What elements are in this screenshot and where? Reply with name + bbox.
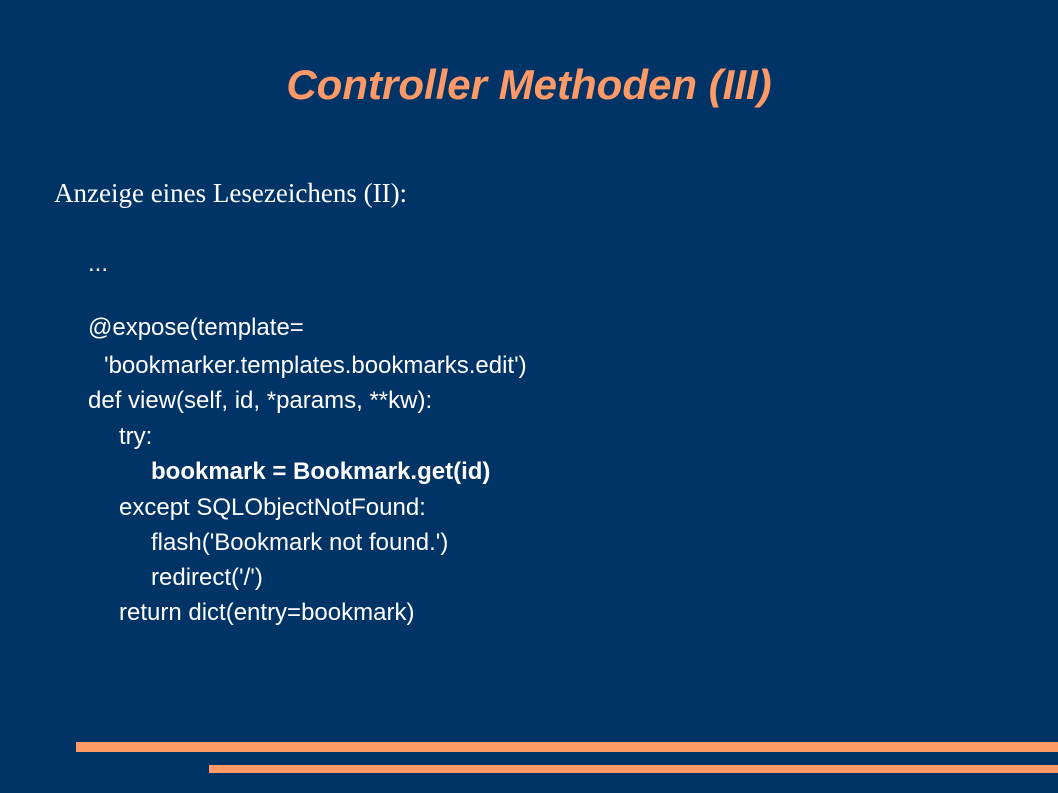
accent-bar-top xyxy=(76,742,1058,752)
code-line-def: def view(self, id, *params, **kw): xyxy=(88,387,433,414)
accent-bar-bottom xyxy=(209,765,1058,773)
code-line-try: try: xyxy=(119,423,153,450)
code-line-except: except SQLObjectNotFound: xyxy=(119,494,426,521)
code-line-bookmark-get: bookmark = Bookmark.get(id) xyxy=(151,458,491,485)
slide-subtitle: Anzeige eines Lesezeichens (II): xyxy=(54,178,408,208)
code-line-return: return dict(entry=bookmark) xyxy=(119,599,415,626)
slide-title: Controller Methoden (III) xyxy=(286,61,772,108)
code-line-ellipsis: ... xyxy=(88,250,109,277)
code-line-redirect: redirect('/') xyxy=(151,564,263,591)
code-line-decorator: @expose(template= xyxy=(88,314,304,341)
code-line-flash: flash('Bookmark not found.') xyxy=(151,529,449,556)
code-line-template-path: 'bookmarker.templates.bookmarks.edit') xyxy=(104,352,527,379)
